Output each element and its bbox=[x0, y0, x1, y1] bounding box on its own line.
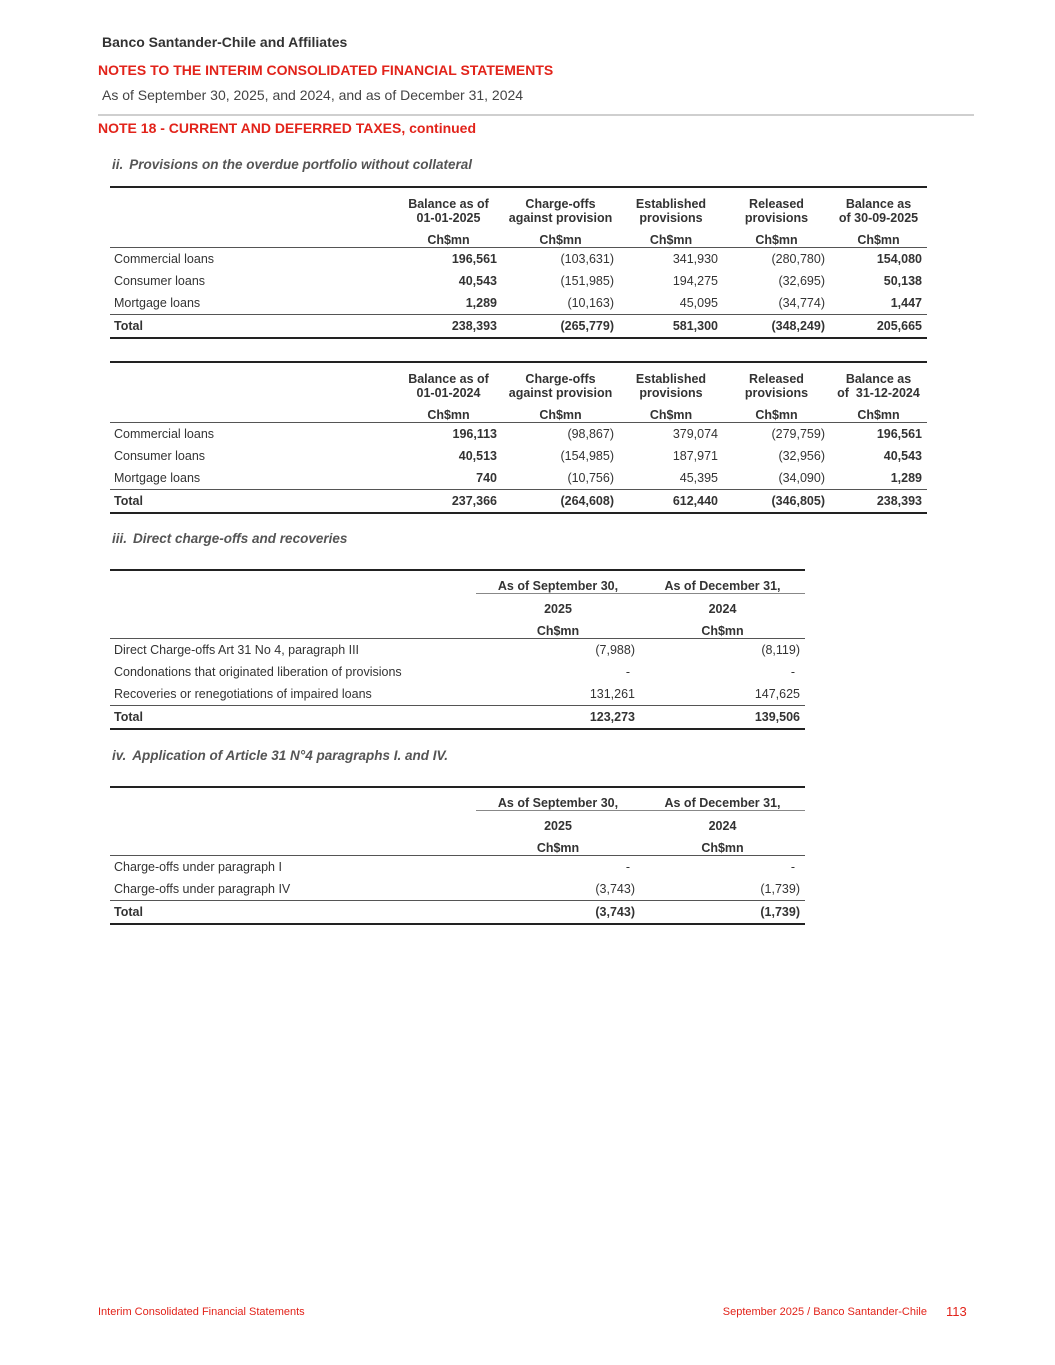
section-ii-number: ii. bbox=[112, 157, 124, 172]
column-header: As of December 31, bbox=[640, 787, 805, 811]
unit-label: Ch$mn bbox=[619, 400, 723, 423]
article-31-table bbox=[110, 786, 805, 925]
table-row: Commercial loans 196,561 (103,631) 341,930 (280,780) 154,080 bbox=[114, 252, 922, 266]
footer-period-company: September 2025 / Banco Santander-Chile bbox=[722, 1306, 927, 1318]
unit-label: Ch$mn bbox=[502, 225, 619, 248]
table-row: Consumer loans 40,513 (154,985) 187,971 (32,956) 40,543 bbox=[114, 449, 922, 463]
year-label: 2024 bbox=[708, 819, 737, 833]
section-iv-title-text: Application of Article 31 N°4 paragraphs I. and IV. bbox=[132, 748, 448, 763]
provisions-table-2025 bbox=[110, 186, 927, 339]
provisions-table-2024 bbox=[110, 361, 927, 514]
total-row: Total 237,366 (264,608) 612,440 (346,805) 238,393 bbox=[110, 490, 927, 514]
table-row: Consumer loans 40,543 (151,985) 194,275 (32,695) 50,138 bbox=[114, 274, 922, 288]
unit-label: Ch$mn bbox=[395, 400, 502, 423]
column-header: Charge-offs against provision bbox=[502, 187, 619, 225]
unit-label: Ch$mn bbox=[476, 833, 640, 856]
company-name: Banco Santander-Chile and Affiliates bbox=[102, 34, 348, 50]
table-row: Recoveries or renegotiations of impaired loans 131,261 147,625 bbox=[114, 687, 800, 701]
section-ii-title-text: Provisions on the overdue portfolio without collateral bbox=[129, 157, 473, 172]
column-header: Released provisions bbox=[723, 187, 830, 225]
charge-offs-recoveries-table bbox=[110, 569, 805, 730]
column-header: As of September 30, bbox=[476, 787, 640, 811]
total-row: Total 238,393 (265,779) 581,300 (348,249) 205,665 bbox=[110, 315, 927, 339]
unit-label: Ch$mn bbox=[723, 400, 830, 423]
column-header: Charge-offs against provision bbox=[502, 362, 619, 400]
table-row: Mortgage loans 1,289 (10,163) 45,095 (34,774) 1,447 bbox=[114, 296, 922, 310]
unit-label: Ch$mn bbox=[723, 225, 830, 248]
date-line: As of September 30, 2025, and 2024, and as of December 31, 2024 bbox=[102, 87, 524, 103]
total-row: Total 123,273 139,506 bbox=[110, 706, 805, 730]
column-header: Released provisions bbox=[723, 362, 830, 400]
table-row: Condonations that originated liberation of provisions - - bbox=[114, 665, 795, 679]
table-row: Mortgage loans 740 (10,756) 45,395 (34,090) 1,289 bbox=[114, 471, 922, 485]
unit-label: Ch$mn bbox=[476, 616, 640, 639]
page-number: 113 bbox=[946, 1304, 967, 1319]
year-label: 2025 bbox=[544, 602, 572, 616]
footer-document-title: Interim Consolidated Financial Statements bbox=[98, 1306, 305, 1318]
unit-label: Ch$mn bbox=[395, 225, 502, 248]
note-title: NOTE 18 - CURRENT AND DEFERRED TAXES, continued bbox=[98, 120, 477, 136]
notes-title: NOTES TO THE INTERIM CONSOLIDATED FINANCIAL STATEMENTS bbox=[98, 62, 554, 78]
column-header: As of September 30, bbox=[476, 570, 640, 594]
unit-label: Ch$mn bbox=[830, 400, 927, 423]
column-header: Balance as of 01-01-2024 bbox=[395, 362, 502, 400]
column-header: Balance as of 31-12-2024 bbox=[830, 362, 927, 400]
section-iii-number: iii. bbox=[112, 531, 128, 546]
table-row: Direct Charge-offs Art 31 No 4, paragraph III (7,988) (8,119) bbox=[114, 643, 800, 657]
unit-label: Ch$mn bbox=[640, 833, 805, 856]
column-header: Balance as of 30-09-2025 bbox=[830, 187, 927, 225]
section-iii-title bbox=[112, 531, 347, 546]
total-row: Total (3,743) (1,739) bbox=[110, 901, 805, 925]
column-header: Established provisions bbox=[619, 362, 723, 400]
table-row: Charge-offs under paragraph IV (3,743) (1,739) bbox=[114, 882, 800, 896]
unit-label: Ch$mn bbox=[640, 616, 805, 639]
unit-label: Ch$mn bbox=[830, 225, 927, 248]
table-row: Charge-offs under paragraph I - - bbox=[114, 860, 795, 874]
year-label: 2025 bbox=[544, 819, 572, 833]
header-divider bbox=[98, 114, 974, 116]
unit-label: Ch$mn bbox=[502, 400, 619, 423]
column-header: Established provisions bbox=[619, 187, 723, 225]
section-iv-title bbox=[112, 748, 448, 763]
table-row: Commercial loans 196,113 (98,867) 379,074 (279,759) 196,561 bbox=[114, 427, 922, 441]
year-label: 2024 bbox=[708, 602, 737, 616]
section-iv-number: iv. bbox=[112, 748, 127, 763]
section-iii-title-text: Direct charge-offs and recoveries bbox=[133, 531, 348, 546]
unit-label: Ch$mn bbox=[619, 225, 723, 248]
column-header: As of December 31, bbox=[640, 570, 805, 594]
section-ii-title bbox=[112, 157, 472, 172]
column-header: Balance as of 01-01-2025 bbox=[395, 187, 502, 225]
